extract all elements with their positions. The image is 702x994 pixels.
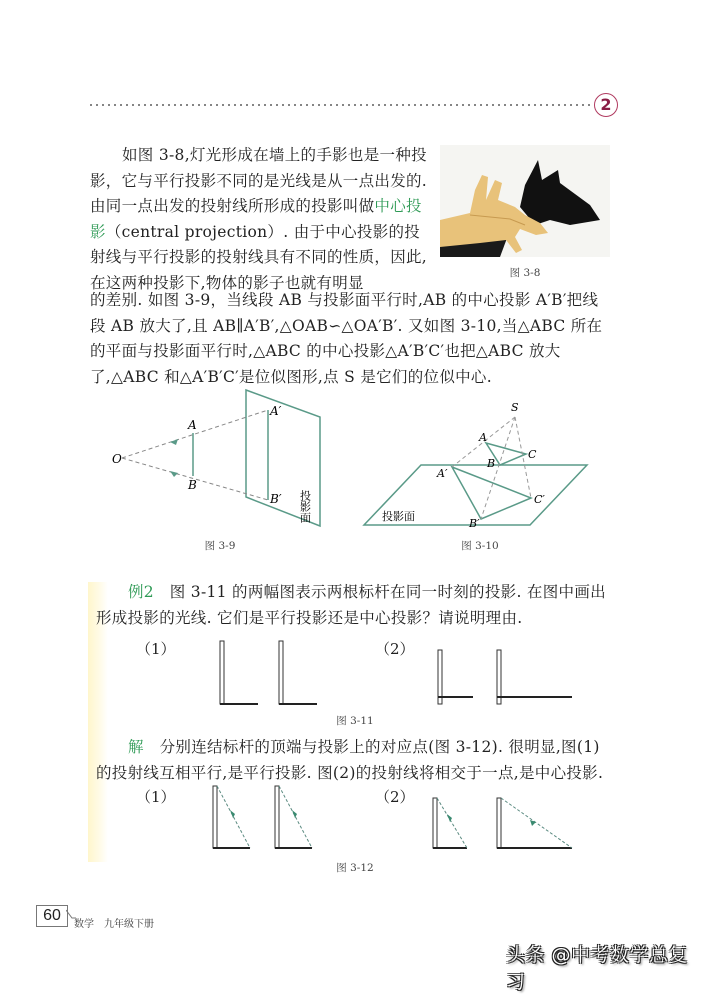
chapter-badge: 2 xyxy=(594,93,618,117)
book-title: 数学 九年级下册 xyxy=(74,919,154,930)
intro-text-after-term: . 由于中心投影的投射线与平行投影的投射线具有不同的性质，因此,在这两种投影下,物体的影子也就有明显 xyxy=(90,222,428,292)
header-dotted-rule xyxy=(88,104,593,106)
example-text: 图 3-11 的两幅图表示两根标杆在同一时刻的投影. 在图中画出形成投影的光线. 它们是平行投影还是中心投影？请说明理由. xyxy=(96,583,606,627)
plane-label: 投影面 xyxy=(382,510,415,523)
intro-text-before-term: 如图 3-8,灯光形成在墙上的手影也是一种投影，它与平行投影不同的是光线是从一点出发的. 由同一点出发的投射线所形成的投影叫做 xyxy=(90,146,428,215)
solution xyxy=(96,735,606,786)
label-B-prime: B′ xyxy=(469,517,480,530)
page-number: 60 xyxy=(36,905,68,927)
figure-3-12 xyxy=(200,780,620,855)
label-A-prime: A′ xyxy=(270,404,282,418)
fig-3-8-caption: 图 3-8 xyxy=(509,267,541,279)
example-2 xyxy=(96,580,606,631)
fig-3-11-part1-label: （1） xyxy=(136,640,176,658)
figure-3-9 xyxy=(100,385,340,535)
figure-3-10 xyxy=(360,395,600,535)
fig-3-12-part1-label: （1） xyxy=(136,788,176,806)
label-O: O xyxy=(112,452,122,466)
term-central-projection: 中心投影 xyxy=(90,197,422,241)
label-B: B xyxy=(188,478,197,492)
plane-label: 投影面 xyxy=(298,490,312,523)
label-B-prime: B′ xyxy=(270,492,282,506)
fig-3-11-part2-label: （2） xyxy=(375,640,415,658)
fig-3-9-caption: 图 3-9 xyxy=(204,540,236,552)
fig-3-11-caption: 图 3-11 xyxy=(336,715,374,727)
fig-3-10-caption: 图 3-10 xyxy=(461,540,499,552)
label-C-prime: C′ xyxy=(534,493,545,506)
label-A: A xyxy=(479,431,487,444)
solution-text: 分别连结标杆的顶端与投影上的对应点(图 3-12). 很明显,图(1)的投射线互相平行,是平行投影. 图(2)的投射线将相交于一点,是中心投影. xyxy=(96,738,604,782)
figure-3-11 xyxy=(200,635,620,715)
term-english: （central projection） xyxy=(105,222,284,241)
intro-paragraph xyxy=(90,143,430,296)
body-paragraph: 的差别. 如图 3-9，当线段 AB 与投影面平行时,AB 的中心投影 A′B′把线段 AB 放大了,且 AB∥A′B′,△OAB∽△OA′B′. 又如图 3-10,当△ABC 所在的平面与投影面平行时,△ABC 的中心投影△A′B′C′也把△ABC 放大了,△ABC 和△A′B′C′是位似图形,点 S 是它们的位似中心. xyxy=(90,291,603,386)
fig-3-12-caption: 图 3-12 xyxy=(336,862,374,874)
label-C: C xyxy=(528,448,537,461)
solution-label: 解 xyxy=(128,738,144,756)
label-S: S xyxy=(511,401,519,414)
label-B: B xyxy=(487,457,496,470)
hand-shadow-photo xyxy=(440,145,610,257)
watermark: 头条 @中考数学总复习 xyxy=(506,944,689,993)
label-A: A xyxy=(188,418,197,432)
example-label: 例2 xyxy=(128,583,154,601)
label-A-prime: A′ xyxy=(437,467,448,480)
fig-3-12-part2-label: （2） xyxy=(375,788,415,806)
